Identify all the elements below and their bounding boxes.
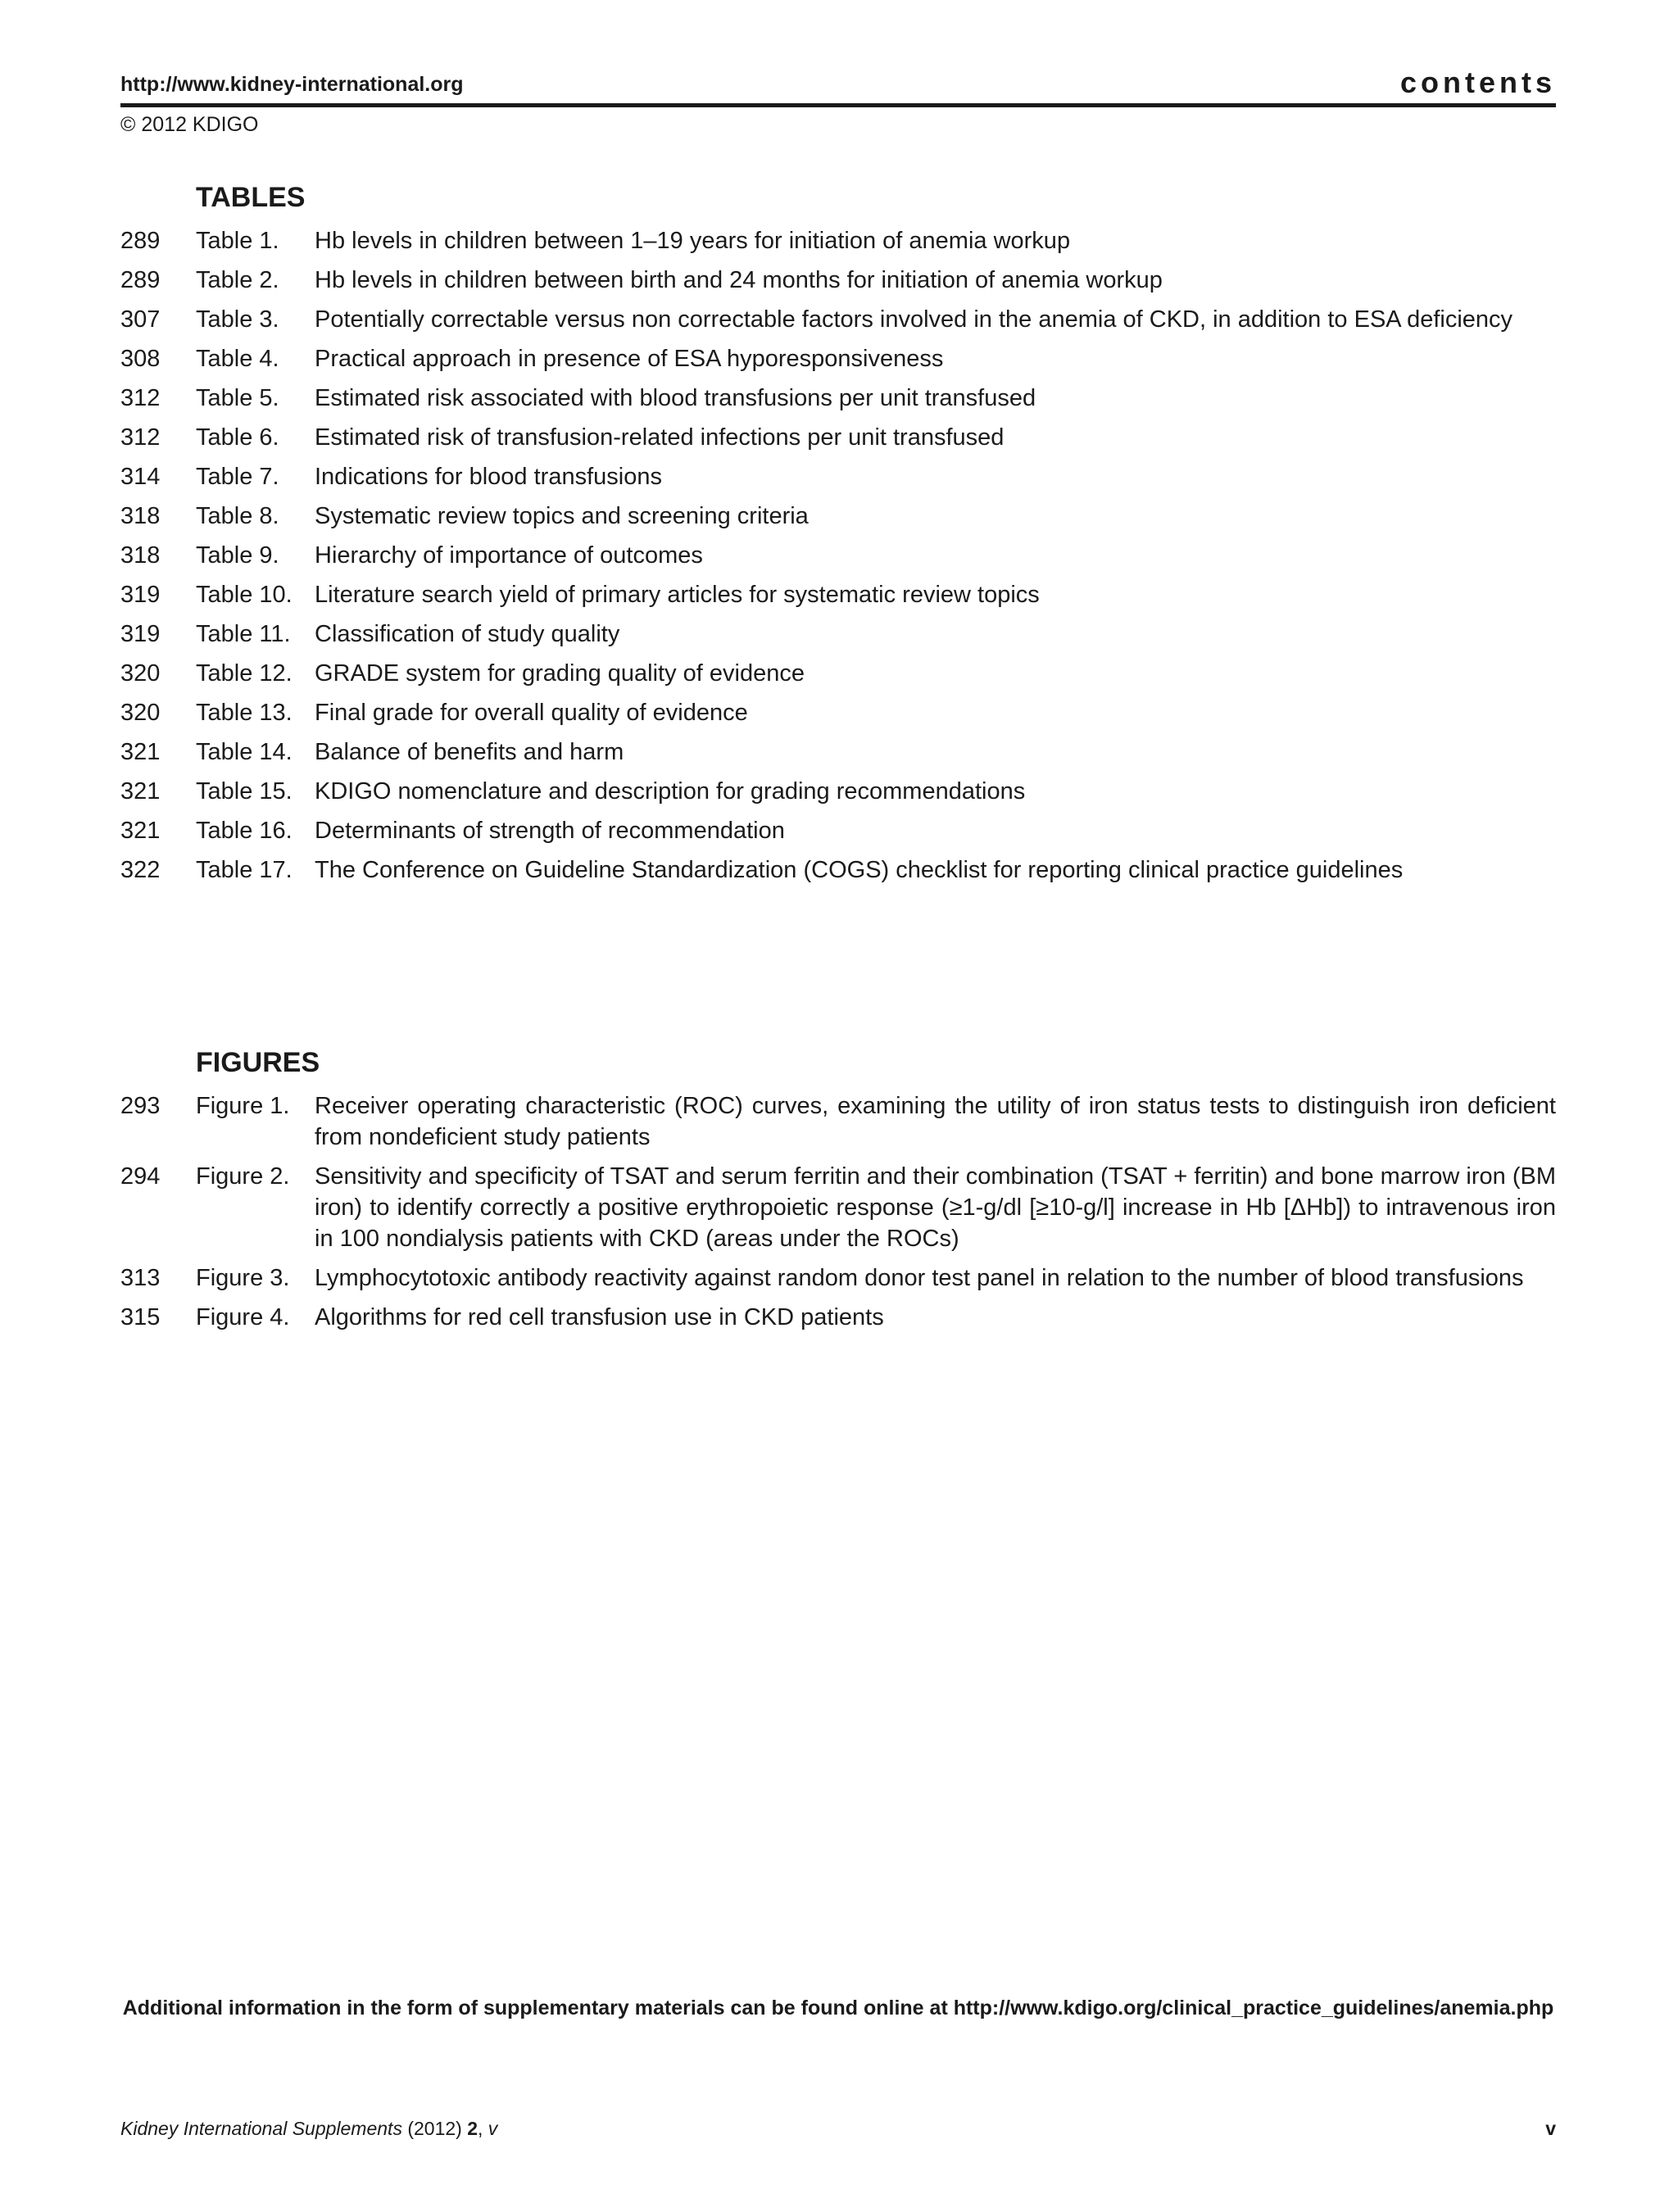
- table-entry-title: Hierarchy of importance of outcomes: [315, 542, 703, 569]
- table-entry-page: 320: [120, 660, 161, 687]
- table-entry[interactable]: [120, 776, 1556, 807]
- table-entry-page: 320: [120, 700, 161, 726]
- figure-entry-title: Sensitivity and specificity of TSAT and serum ferritin and their combination (TSAT + ferritin) and bone marrow iron (BM iron) to identify correctly a positive erythropoietic response (≥1-g/dl [≥10-g/l] increase in Hb [ΔHb]) to intravenous iron in 100 nondialysis patients with CKD (areas under the ROCs): [315, 1163, 1556, 1252]
- table-entry-title: Indications for blood transfusions: [315, 464, 662, 490]
- figures-entries: [120, 1090, 1556, 1333]
- table-entry[interactable]: [120, 225, 1556, 256]
- figures-list: [120, 1047, 1556, 1341]
- figure-entry-title: Algorithms for red cell transfusion use in CKD patients: [315, 1304, 884, 1330]
- table-entry[interactable]: [120, 697, 1556, 728]
- journal-url-link[interactable]: http://www.kidney-international.org: [120, 73, 464, 96]
- table-entry-page: 321: [120, 739, 161, 765]
- page-header: [120, 64, 1556, 107]
- figure-entry-page: 294: [120, 1163, 161, 1190]
- footer-journal: Kidney International Supplements: [120, 2118, 402, 2139]
- figure-entry[interactable]: [120, 1262, 1556, 1294]
- figure-entry-label: Figure 3.: [196, 1265, 290, 1291]
- table-entry-page: 308: [120, 346, 161, 372]
- figure-entry-label: Figure 1.: [196, 1093, 290, 1119]
- figure-entry-page: 315: [120, 1304, 161, 1330]
- table-entry-title: Practical approach in presence of ESA hyporesponsiveness: [315, 346, 944, 372]
- table-entry-label: Table 9.: [196, 542, 279, 569]
- copyright-notice: © 2012 KDIGO: [120, 113, 259, 136]
- table-entry-page: 319: [120, 582, 161, 608]
- table-entry-label: Table 1.: [196, 228, 279, 254]
- table-entry-label: Table 15.: [196, 778, 293, 805]
- table-entry[interactable]: [120, 540, 1556, 571]
- footer-citation: [120, 2118, 497, 2140]
- figure-entry-page: 313: [120, 1265, 161, 1291]
- table-entry[interactable]: [120, 658, 1556, 689]
- table-entry[interactable]: [120, 619, 1556, 650]
- table-entry-title: The Conference on Guideline Standardization (COGS) checklist for reporting clinical practice guidelines: [315, 857, 1404, 883]
- footer-comma: ,: [478, 2118, 483, 2139]
- table-entry-page: 312: [120, 424, 161, 451]
- table-entry-title: Classification of study quality: [315, 621, 620, 647]
- figure-entry[interactable]: [120, 1090, 1556, 1153]
- figure-entry[interactable]: [120, 1302, 1556, 1333]
- table-entry-title: Hb levels in children between birth and 24 months for initiation of anemia workup: [315, 267, 1163, 293]
- table-entry-page: 289: [120, 267, 161, 293]
- footer-year: (2012): [407, 2118, 462, 2139]
- footer-page: v: [488, 2118, 498, 2139]
- table-entry-label: Table 11.: [196, 621, 291, 647]
- table-entry[interactable]: [120, 304, 1556, 335]
- table-entry-title: KDIGO nomenclature and description for grading recommendations: [315, 778, 1026, 805]
- table-entry-label: Table 6.: [196, 424, 279, 451]
- tables-list: [120, 182, 1556, 894]
- table-entry-label: Table 4.: [196, 346, 279, 372]
- figure-entry[interactable]: [120, 1161, 1556, 1254]
- table-entry[interactable]: [120, 265, 1556, 296]
- table-entry-label: Table 8.: [196, 503, 279, 529]
- table-entry-page: 307: [120, 306, 161, 333]
- table-entry-label: Table 12.: [196, 660, 293, 687]
- table-entry-title: Estimated risk of transfusion-related infections per unit transfused: [315, 424, 1005, 451]
- table-entry-label: Table 7.: [196, 464, 279, 490]
- table-entry-page: 314: [120, 464, 161, 490]
- table-entry[interactable]: [120, 461, 1556, 492]
- table-entry-page: 289: [120, 228, 161, 254]
- table-entry-title: Balance of benefits and harm: [315, 739, 624, 765]
- table-entry[interactable]: [120, 501, 1556, 532]
- table-entry-page: 319: [120, 621, 161, 647]
- table-entry[interactable]: [120, 854, 1556, 886]
- table-entry-label: Table 2.: [196, 267, 279, 293]
- table-entry-page: 321: [120, 778, 161, 805]
- tables-entries: [120, 225, 1556, 886]
- table-entry-label: Table 17.: [196, 857, 293, 883]
- table-entry-label: Table 14.: [196, 739, 293, 765]
- figures-heading: FIGURES: [196, 1047, 320, 1078]
- table-entry[interactable]: [120, 737, 1556, 768]
- table-entry-title: Literature search yield of primary articles for systematic review topics: [315, 582, 1040, 608]
- figure-entry-label: Figure 4.: [196, 1304, 290, 1330]
- table-entry-title: Final grade for overall quality of evidence: [315, 700, 748, 726]
- table-entry[interactable]: [120, 422, 1556, 453]
- table-entry-label: Table 13.: [196, 700, 293, 726]
- footer-page-number: v: [1545, 2118, 1556, 2139]
- table-entry-page: 318: [120, 503, 161, 529]
- figure-entry-page: 293: [120, 1093, 161, 1119]
- supplementary-note: Additional information in the form of supplementary materials can be found online at http://www.kdigo.org/clinical_practice_guidelines/anemia.php: [122, 1997, 1554, 2019]
- figure-entry-label: Figure 2.: [196, 1163, 290, 1190]
- table-entry-page: 312: [120, 385, 161, 411]
- table-entry-label: Table 5.: [196, 385, 279, 411]
- figure-entry-title: Receiver operating characteristic (ROC) curves, examining the utility of iron status tests to distinguish iron deficient from nondeficient study patients: [315, 1093, 1556, 1150]
- table-entry-label: Table 10.: [196, 582, 293, 608]
- table-entry-page: 322: [120, 857, 161, 883]
- table-entry-title: Estimated risk associated with blood transfusions per unit transfused: [315, 385, 1036, 411]
- table-entry[interactable]: [120, 579, 1556, 610]
- footer-volume: 2: [467, 2118, 478, 2139]
- table-entry-page: 318: [120, 542, 161, 569]
- table-entry-label: Table 16.: [196, 818, 293, 844]
- figure-entry-title: Lymphocytotoxic antibody reactivity against random donor test panel in relation to the number of blood transfusions: [315, 1265, 1524, 1291]
- section-title: contents: [1399, 66, 1556, 99]
- table-entry-title: Potentially correctable versus non correctable factors involved in the anemia of CKD, in addition to ESA deficiency: [315, 306, 1513, 333]
- table-entry-title: Hb levels in children between 1–19 years for initiation of anemia workup: [315, 228, 1071, 254]
- table-entry-title: Systematic review topics and screening criteria: [315, 503, 809, 529]
- tables-heading: TABLES: [196, 182, 306, 213]
- table-entry[interactable]: [120, 343, 1556, 374]
- table-entry-label: Table 3.: [196, 306, 279, 333]
- table-entry-page: 321: [120, 818, 161, 844]
- table-entry-title: Determinants of strength of recommendation: [315, 818, 785, 844]
- table-entry[interactable]: [120, 815, 1556, 846]
- table-entry-title: GRADE system for grading quality of evidence: [315, 660, 805, 687]
- table-entry[interactable]: [120, 383, 1556, 414]
